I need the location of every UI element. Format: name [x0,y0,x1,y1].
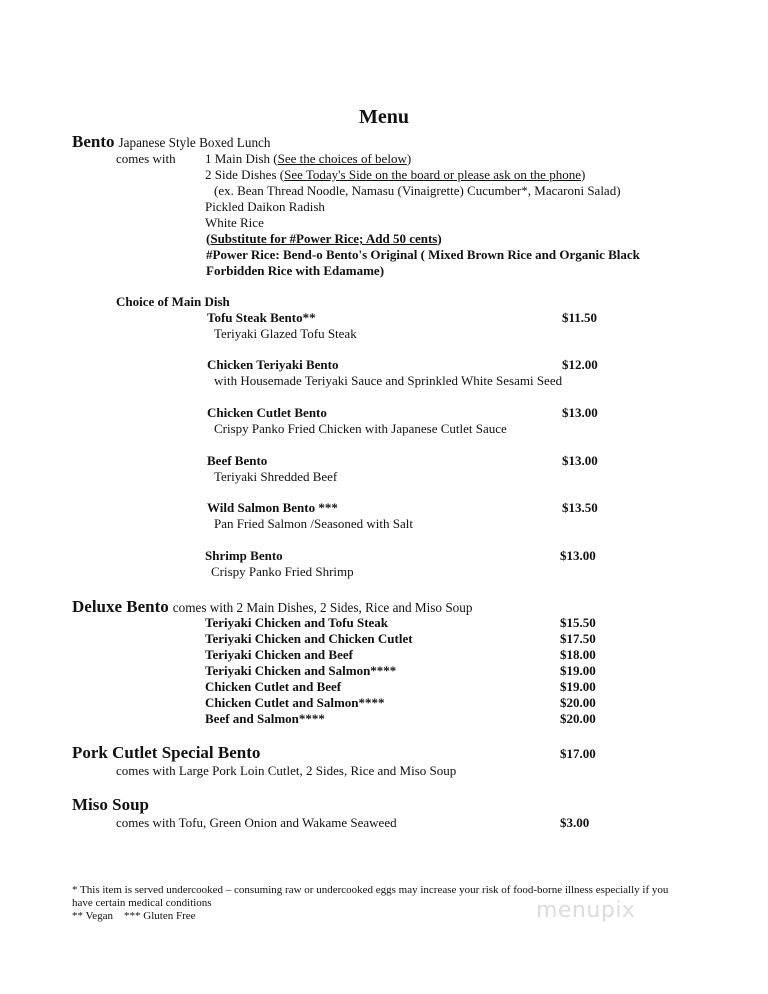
deluxe-item-price: $20.00 [560,695,596,710]
menu-item-desc: Crispy Panko Fried Shrimp [211,564,354,579]
deluxe-heading-row [72,597,472,617]
comes-with-label: comes with [116,151,176,166]
pork-cutlet-desc: comes with Large Pork Loin Cutlet, 2 Sides, Rice and Miso Soup [116,763,457,778]
menu-item-name: Tofu Steak Bento** [207,310,316,325]
power-rice-desc-line2: Forbidden Rice with Edamame) [206,263,385,278]
menu-item-name: Chicken Cutlet Bento [207,405,327,420]
deluxe-item-price: $20.00 [560,711,596,726]
miso-soup-price: $3.00 [560,815,590,830]
deluxe-item-name: Teriyaki Chicken and Beef [205,647,353,662]
deluxe-heading: Deluxe Bento [72,597,169,616]
choice-of-main-dish-heading: Choice of Main Dish [116,294,230,309]
menu-item-name: Wild Salmon Bento *** [207,500,338,515]
footnote-undercooked: * This item is served undercooked – consuming raw or undercooked eggs may increase your risk of food-borne illness especially if you [72,884,669,896]
menu-item-price: $13.00 [562,453,598,468]
power-rice-desc-line1: #Power Rice: Bend-o Bento's Original ( Mixed Brown Rice and Organic Black [206,247,640,262]
pork-cutlet-price: $17.00 [560,746,596,761]
deluxe-subtitle: comes with 2 Main Dishes, 2 Sides, Rice and Miso Soup [172,600,473,615]
menu-item-desc: with Housemade Teriyaki Sauce and Sprinkled White Sesami Seed [214,373,563,388]
bento-heading-row [72,132,271,152]
menu-item-desc: Teriyaki Shredded Beef [214,469,338,484]
pork-cutlet-heading: Pork Cutlet Special Bento [72,743,261,762]
menu-item-name: Beef Bento [207,453,268,468]
include-rice: White Rice [205,215,264,230]
bento-heading: Bento [72,132,115,151]
include-side-dishes: 2 Side Dishes (See Today's Side on the board or please ask on the phone) [205,167,586,182]
deluxe-item-name: Chicken Cutlet and Beef [205,679,342,694]
menu-item-price: $11.50 [562,310,598,325]
menu-item-name: Shrimp Bento [205,548,283,563]
deluxe-item-name: Teriyaki Chicken and Tofu Steak [205,615,389,630]
menu-item-desc: Teriyaki Glazed Tofu Steak [214,326,357,341]
see-choices-link[interactable]: See the choices of below [277,151,407,166]
side-dish-examples: (ex. Bean Thread Noodle, Namasu (Vinaigrette) Cucumber*, Macaroni Salad) [214,183,621,198]
page-title: Menu [359,106,409,128]
menu-item-price: $12.00 [562,357,598,372]
menu-item-price: $13.00 [560,548,596,563]
include-main-dish: 1 Main Dish (See the choices of below) [205,151,412,166]
todays-side-link[interactable]: See Today's Side on the board or please ask on the phone [284,167,581,182]
deluxe-item-price: $18.00 [560,647,596,662]
deluxe-item-price: $19.00 [560,679,596,694]
deluxe-item-name: Teriyaki Chicken and Salmon**** [205,663,397,678]
deluxe-item-price: $17.50 [560,631,596,646]
menu-item-price: $13.00 [562,405,598,420]
miso-soup-heading: Miso Soup [72,795,149,814]
menupix-watermark: menupix [536,898,636,923]
footnote-vegan: ** Vegan [72,910,114,922]
miso-soup-desc: comes with Tofu, Green Onion and Wakame Seaweed [116,815,397,830]
power-rice-substitute: (Substitute for #Power Rice; Add 50 cents) [206,231,442,246]
footnote-diet-legend [72,910,196,922]
deluxe-item-name: Teriyaki Chicken and Chicken Cutlet [205,631,413,646]
menu-item-price: $13.50 [562,500,598,515]
footnote-undercooked-cont: have certain medical conditions [72,897,212,909]
deluxe-item-price: $15.50 [560,615,596,630]
deluxe-item-name: Beef and Salmon**** [205,711,325,726]
deluxe-item-name: Chicken Cutlet and Salmon**** [205,695,385,710]
include-pickles: Pickled Daikon Radish [205,199,325,214]
menu-item-name: Chicken Teriyaki Bento [207,357,339,372]
menu-item-desc: Crispy Panko Fried Chicken with Japanese Cutlet Sauce [214,421,507,436]
footnote-gluten-free: *** Gluten Free [124,910,196,922]
deluxe-item-price: $19.00 [560,663,596,678]
bento-subtitle: Japanese Style Boxed Lunch [118,135,271,150]
menu-item-desc: Pan Fried Salmon /Seasoned with Salt [214,516,413,531]
